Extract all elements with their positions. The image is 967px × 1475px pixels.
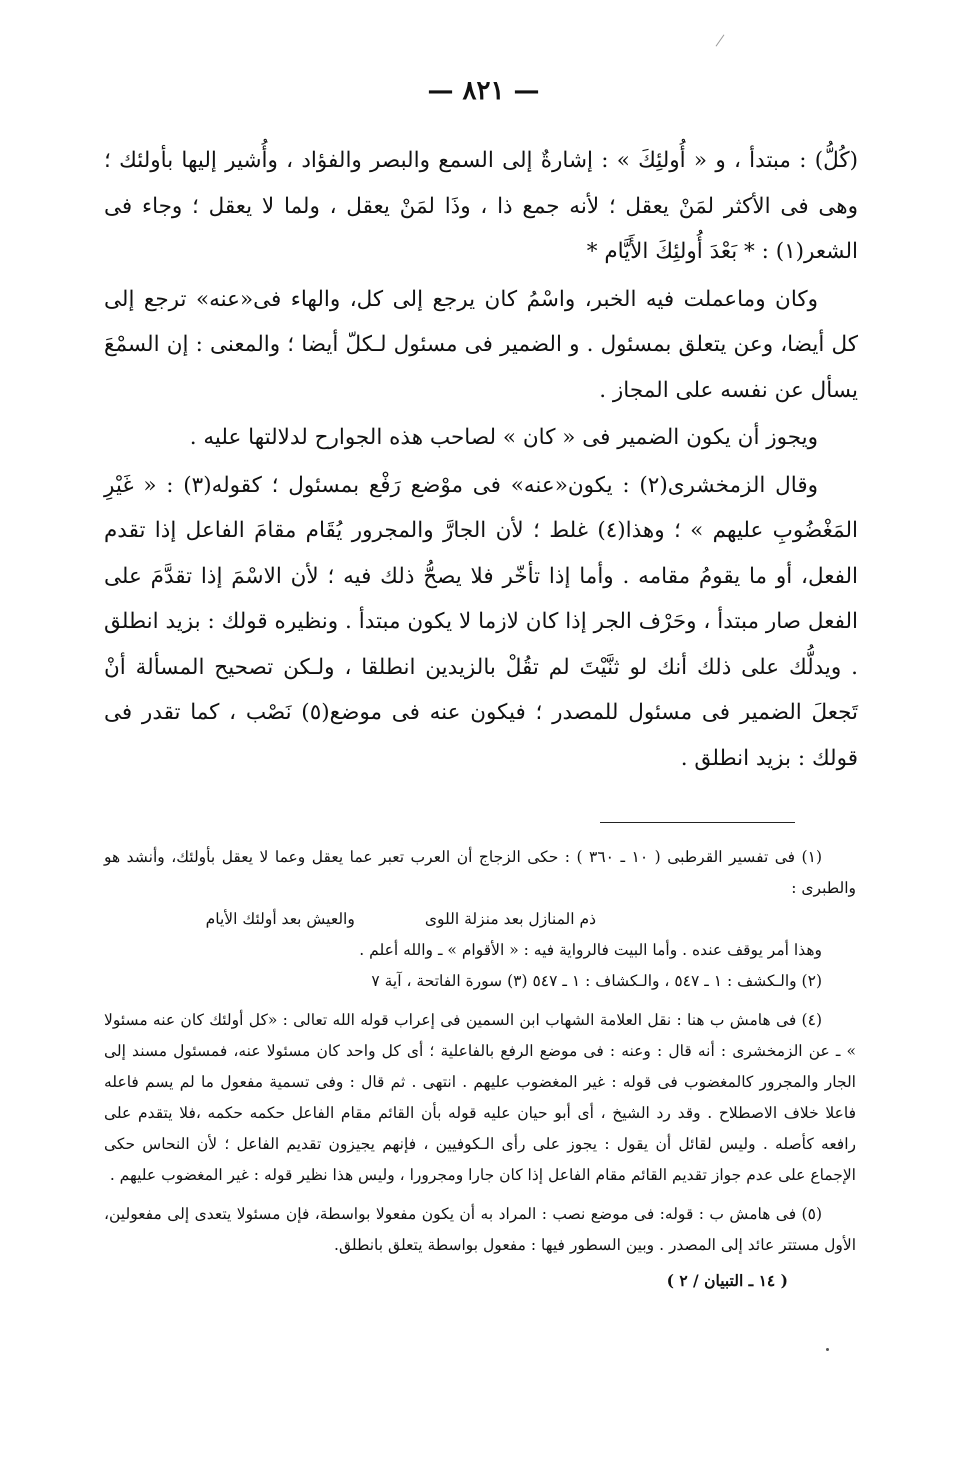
paragraph-4: وقال الزمخشرى(٢) : يكون«عنه» فى موْضع رَفْع بمسئول ؛ كقوله(٣) : « غَيْرِ المَغْضُوبِ عليهم » ؛ وهذا(٤) غلط ؛ لأن الجارَّ والمجرور يُقَام مقامَ الفاعل إذا تقدم الفعل، أو ما يقومُ مقامه . وأما إذا تأخّر فلا يصحُّ ذلك فيه ؛ لأن الاسْمَ إذا تقدَّمَ على الفعل صار مبتدأ ، وحَرْف الجر إذا كان لازما لا يكون مبتدأ . ونظيره قولك : بزيد انطلق . ويدلُّك على ذلك أنك لو ثنَّيْتَ لم تقُلْ بالزيدين انطلقا ، ولـكن تصحيح المسألة أنْ تَجعلَ الضمير فى مسئول للمصدر ؛ فيكون عنه فى موضع(٥) نَصْب ، كما تقدر فى قولك : بزيد انطلق . (104, 472, 858, 771)
footnote-2-3: (٢) والـكشف : ١ ـ ٥٤٧ ، والـكشاف : ١ ـ ٥٤٧ (٣) سورة الفاتحة ، آية ٧ (371, 972, 822, 990)
footnote-4: (٤) فى هامش ب هنا : نقل العلامة الشهاب ابن السمين فى إعراب قوله الله تعالى : «كل أولئك كان عنه مسئولا » ـ عن الزمخشرى : أنه قال : وعنه : فى موضع الرفع بالفاعلية ؛ أى كل واحد كان مسئولا عنه، فمسئول مسند إلى الجار والمجرور كالمغضوب فى قوله : غير المغضوب عليهم . انتهى . ثم قال : وفى تسمية مفعول ما لم يسم فاعله فاعلا خلاف الاصطلاح . وقد رد الشيخ ، أى أبو حيان عليه قوله بأن القائم مقام الفاعل حكمه حكمه ،فلا يتقدم على رافعه كأصله . وليس لقائل أن يقول : يجوز على رأى الـكوفيين ، فإنهم يجيزون تقديم الفاعل ؛ لأن النحاس حكى الإجماع على عدم جواز تقديم القائم مقام الفاعل إذا كان جارا ومجرورا ، وليس هذا نظير قوله : غير المغضوب عليهم . (104, 1011, 856, 1184)
footnote-separator (600, 822, 795, 823)
paragraph-1: (كُلُّ) : مبتدأ ، و « أُولئِكَ » : إشارةٌ إلى السمع والبصر والفؤاد ، وأُشير إليها بأولئك ؛ وهى فى الأكثر لمَنْ يعقل ؛ لأنه جمع ذا ، وذَا لمَنْ يعقل ، ولما لا يعقل ؛ وجاء فى الشعر(١) : * بَعْدَ أُولئِكَ الأَيَّام * (104, 148, 858, 264)
main-text (104, 138, 858, 781)
verse-second-hemistich: والعيش بعد أولئك الأيام (205, 910, 355, 928)
paragraph-3: ويجوز أن يكون الضمير فى « كان » لصاحب هذه الجوارح لدلالتها عليه . (189, 425, 818, 450)
footnote-1-tail: وهذا أمر يوقف عنده . وأما البيت فالرواية فيه : « الأقوام » ـ والله أعلم . (359, 941, 822, 959)
scan-dot (826, 1348, 829, 1351)
footnotes (104, 842, 856, 1297)
footnote-5: (٥) فى هامش ب : قوله: فى موضع نصب : المراد به أن يكون مفعولا بواسطة، فإن مسئولا يتعدى إلى مفعولين، الأول مستتر عائد إلى المصدر . وبين السطور فيها : مفعول بواسطة يتعلق بانطلق. (104, 1205, 856, 1254)
scan-mark (716, 34, 725, 46)
verse-first-hemistich: ذم المنازل بعد منزلة اللوى (424, 910, 596, 928)
footnote-1: (١) فى تفسير القرطبى ( ١٠ ـ ٣٦٠ ) : حكى الزجاج أن العرب تعبر عما يعقل وعما لا يعقل بأولئك، وأنشد هو والطبرى : (104, 848, 856, 897)
paragraph-2: وكان وماعملت فيه الخبر، واسْمُ كان يرجع إلى كل، والهاء فى«عنه» ترجع إلى كل أيضا، وعن يتعلق بمسئول . و الضمير فى مسئول لـكلّ أيضا ؛ والمعنى : إن السمْعَ يسأل عن نفسه على المجاز . (104, 286, 858, 403)
footnote-1-verse (104, 904, 856, 935)
page-number: — ٨٢١ — (427, 76, 540, 106)
signature-line (104, 1265, 856, 1297)
signature-mark: ( ١٤ ـ التبيان / ٢ ) (666, 1271, 788, 1290)
